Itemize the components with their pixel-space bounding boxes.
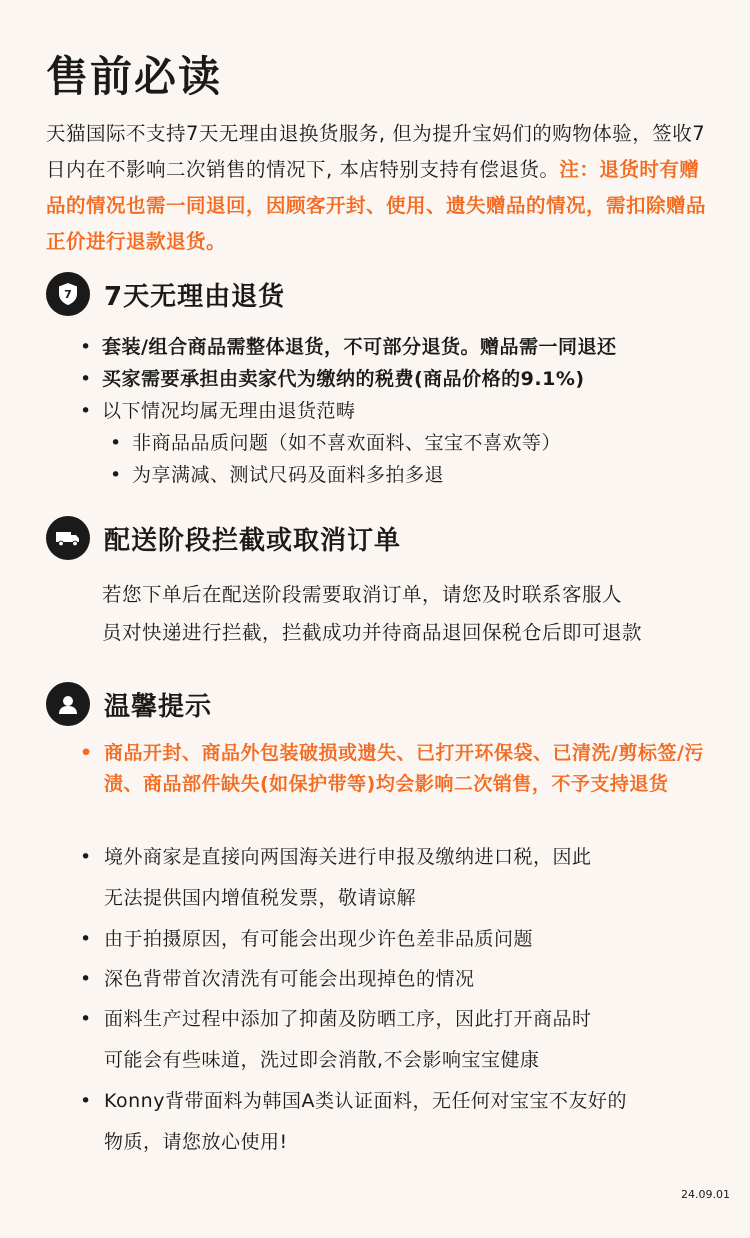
bullet: • — [110, 464, 122, 486]
tip-item — [80, 964, 720, 995]
list-item — [80, 364, 585, 394]
bullet: • — [80, 1090, 92, 1112]
section-cancel-header — [46, 516, 401, 560]
section-tips-header — [46, 682, 212, 726]
section-return-header — [46, 272, 285, 316]
bullet: • — [80, 336, 92, 358]
tip-text: 商品开封、商品外包装破损或遗失、已打开环保袋、已清洗/剪标签/污渍、商品部件缺失(如保护带等)均会影响二次销售，不予支持退货 — [104, 742, 704, 795]
section-tips-heading: 温馨提示 — [104, 691, 213, 722]
tip-item — [80, 1086, 740, 1158]
user-icon — [46, 682, 90, 726]
tip-text: 面料生产过程中添加了抑菌及防晒工序，因此打开商品时 — [104, 1008, 592, 1030]
tip-item — [80, 1004, 720, 1076]
tip-item — [80, 842, 720, 914]
intro-paragraph — [46, 116, 716, 260]
list-item-text: 买家需要承担由卖家代为缴纳的税费(商品价格的9.1%) — [102, 368, 585, 390]
bullet: • — [80, 928, 92, 950]
tip-text: 物质，请您放心使用! — [104, 1131, 288, 1153]
list-item-text: 套装/组合商品需整体退货，不可部分退货。赠品需一同退还 — [102, 336, 617, 358]
date-stamp: 24.09.01 — [681, 1188, 730, 1201]
cancel-paragraph — [102, 578, 732, 650]
tip-text: 无法提供国内增值税发票，敬请谅解 — [104, 887, 417, 909]
bullet: • — [80, 968, 92, 990]
bullet: • — [80, 742, 93, 764]
bullet: • — [80, 400, 92, 422]
svg-text:7: 7 — [64, 288, 72, 301]
cancel-text-line: 员对快递进行拦截，拦截成功并待商品退回保税仓后即可退款 — [102, 621, 643, 644]
cancel-text-line: 若您下单后在配送阶段需要取消订单，请您及时联系客服人 — [102, 583, 623, 606]
intro-text: 天猫国际不支持7天无理由退换货服务, 但为提升宝妈们的购物体验，签收7日内在不影响二次销售的情况下, 本店特别支持有偿退货。 — [46, 122, 706, 181]
tip-text: Konny背带面料为韩国A类认证面料，无任何对宝宝不友好的 — [104, 1090, 627, 1112]
tip-item — [80, 738, 720, 800]
bullet: • — [80, 368, 92, 390]
tip-text: 可能会有些味道，洗过即会消散,不会影响宝宝健康 — [104, 1049, 540, 1071]
intro-highlight: 注：退货时有赠品的情况也需一同退回，因顾客开封、使用、遗失赠品的情况，需扣除赠品正价进行退款退货。 — [46, 158, 707, 253]
bullet: • — [80, 846, 92, 868]
sub-list-item — [110, 460, 444, 490]
list-item — [80, 332, 616, 362]
sub-list-item-text: 为享满减、测试尺码及面料多拍多退 — [132, 464, 445, 486]
list-item-text: 以下情况均属无理由退货范畴 — [102, 400, 356, 422]
section-cancel-heading: 配送阶段拦截或取消订单 — [104, 525, 402, 556]
tip-text: 境外商家是直接向两国海关进行申报及缴纳进口税，因此 — [104, 846, 592, 868]
truck-icon — [46, 516, 90, 560]
list-item — [80, 396, 356, 426]
shield-7-icon — [46, 272, 90, 316]
bullet: • — [80, 1008, 92, 1030]
sub-list-item-text: 非商品品质问题（如不喜欢面料、宝宝不喜欢等） — [132, 432, 562, 454]
tip-text: 深色背带首次清洗有可能会出现掉色的情况 — [104, 968, 475, 990]
sub-list-item — [110, 428, 561, 458]
tip-text: 由于拍摄原因，有可能会出现少许色差非品质问题 — [104, 928, 534, 950]
section-return-heading: 7天无理由退货 — [104, 281, 286, 312]
page-title: 售前必读 — [46, 52, 223, 101]
tip-item — [80, 924, 720, 955]
bullet: • — [110, 432, 122, 454]
